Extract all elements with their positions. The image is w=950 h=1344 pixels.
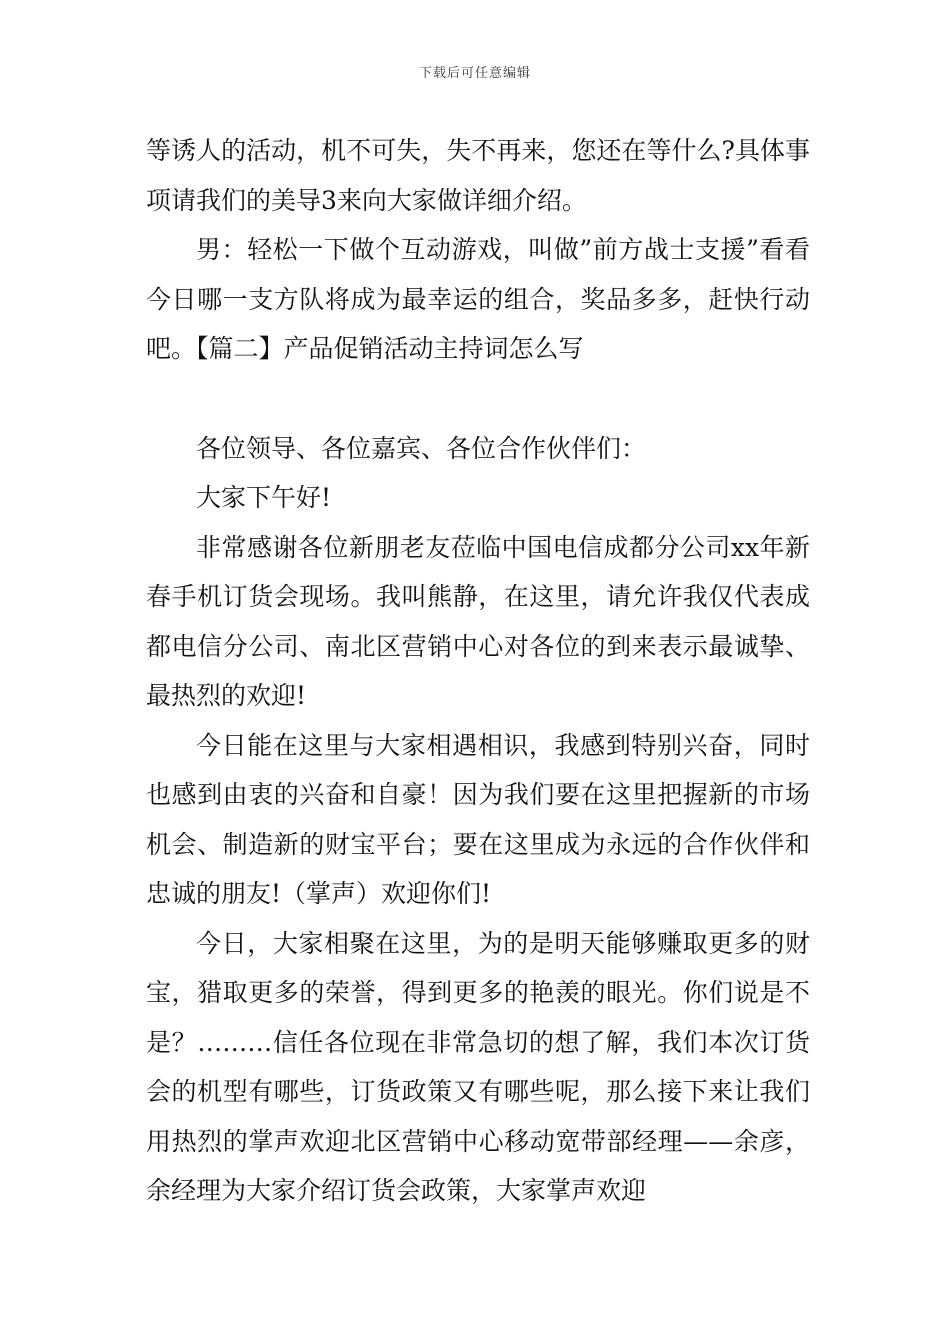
paragraph-7: 今日，大家相聚在这里，为的是明天能够赚取更多的财宝，猎取更多的荣誉，得到更多的艳羡的眼光。你们说是不是？………信任各位现在非常急切的想了解，我们本次订货会的机型有哪些，订货政策又有哪些呢，那么接下来让我们用热烈的掌声欢迎北区营销中心移动宽带部经理——余彦，余经理为大家介绍订货会政策，大家掌声欢迎 xyxy=(146,928,810,1205)
paragraph-1: 等诱人的活动，机不可失，失不再来，您还在等什么?具体事项请我们的美导3来向大家做详细介绍。 xyxy=(146,136,810,215)
document-body xyxy=(146,126,810,1216)
page-header: 下载后可任意编辑 xyxy=(418,66,531,81)
paragraph-4: 大家下午好! xyxy=(196,483,332,512)
paragraph-2: 男：轻松一下做个互动游戏，叫做”前方战士支援”看看今日哪一支方队将成为最幸运的组合，奖品多多，赶快行动吧。【篇二】产品促销活动主持词怎么写 xyxy=(146,235,810,363)
paragraph-3: 各位领导、各位嘉宾、各位合作伙伴们： xyxy=(196,433,647,463)
paragraph-spacer xyxy=(146,374,810,424)
paragraph-5: 非常感谢各位新朋老友莅临中国电信成都分公司xx年新春手机订货会现场。我叫熊静，在这里，请允许我仅代表成都电信分公司、南北区营销中心对各位的到来表示最诚挚、最热烈的欢迎! xyxy=(146,532,810,710)
paragraph-6: 今日能在这里与大家相遇相识，我感到特别兴奋，同时也感到由衷的兴奋和自豪！因为我们要在这里把握新的市场机会、制造新的财宝平台；要在这里成为永远的合作伙伴和忠诚的朋友!（掌声）欢迎你们! xyxy=(146,730,810,908)
